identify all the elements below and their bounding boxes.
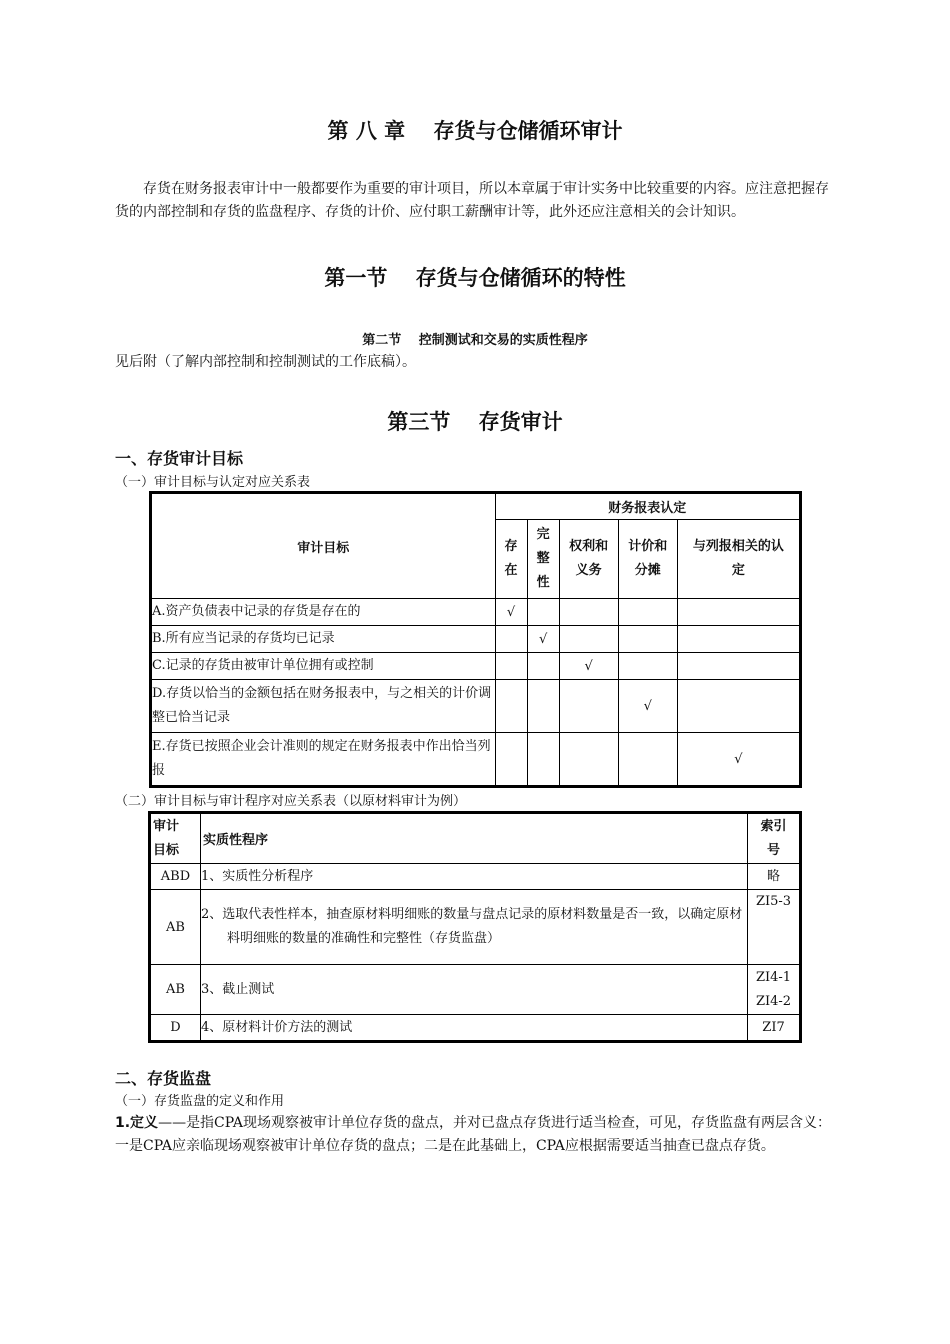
index-cell: ZI5-3 <box>748 890 800 965</box>
assertion-cell <box>677 626 799 653</box>
assertion-cell <box>618 599 677 626</box>
assertion-cell <box>677 680 799 733</box>
section1-title: 第一节 存货与仓储循环的特性 <box>324 266 626 290</box>
section3-title: 第三节 存货审计 <box>387 410 563 434</box>
table-row <box>151 864 800 890</box>
proc-cell: 2、选取代表性样本，抽查原材料明细账的数量与盘点记录的原材料数量是否一致，以确定原材料明细账的数量的准确性和完整性（存货监盘） <box>200 890 747 965</box>
assertion-cell <box>495 653 527 680</box>
assertion-header-1: 完 整 性 <box>527 520 559 599</box>
assertion-cell <box>559 626 618 653</box>
definition-block <box>115 1112 837 1158</box>
assertion-cell <box>677 599 799 626</box>
table-row <box>152 733 800 786</box>
section2-note: 见后附（了解内部控制和控制测试的工作底稿）。 <box>115 354 416 370</box>
proc-cell: 3、截止测试 <box>200 965 747 1015</box>
assertion-cell <box>559 733 618 786</box>
goal-cell: C.记录的存货由被审计单位拥有或控制 <box>152 653 496 680</box>
proc-cell: 4、原材料计价方法的测试 <box>200 1015 747 1041</box>
chapter-title: 第 八 章 存货与仓储循环审计 <box>327 119 623 143</box>
table-row <box>151 965 800 1015</box>
assertion-cell <box>618 626 677 653</box>
index-cell: ZI4-1 ZI4-2 <box>748 965 800 1015</box>
assertion-cell: √ <box>559 653 618 680</box>
goal-cell: E.存货已按照企业会计准则的规定在财务报表中作出恰当列报 <box>152 733 496 786</box>
section2-title: 第二节 控制测试和交易的实质性程序 <box>362 333 588 348</box>
t2-index-header: 索引 号 <box>748 814 800 864</box>
sub-heading-one: （一）审计目标与认定对应关系表 <box>115 475 311 490</box>
heading-one: 一、存货审计目标 <box>115 449 244 468</box>
assertion-cell: √ <box>495 599 527 626</box>
sub-heading-two: （二）审计目标与审计程序对应关系表（以原材料审计为例） <box>115 794 467 809</box>
goal-cell: B.所有应当记录的存货均已记录 <box>152 626 496 653</box>
assertion-cell <box>495 680 527 733</box>
assertion-cell <box>495 626 527 653</box>
assertion-header-0: 存 在 <box>495 520 527 599</box>
assertion-group-header: 财务报表认定 <box>495 494 799 520</box>
assertion-cell <box>559 680 618 733</box>
index-cell: ZI7 <box>748 1015 800 1041</box>
assertion-header-3: 计价和 分摊 <box>618 520 677 599</box>
assertion-cell <box>527 653 559 680</box>
t2-proc-header: 实质性程序 <box>200 814 747 864</box>
sub-heading-three: （一）存货监盘的定义和作用 <box>115 1094 285 1109</box>
assertion-header-4: 与列报相关的认 定 <box>677 520 799 599</box>
definition-text: ——是指CPA现场观察被审计单位存货的盘点，并对已盘点存货进行适当检查，可见，存货监盘有两层含义：一是CPA应亲临现场观察被审计单位存货的盘点；二是在此基础上，CPA应根据需要适当抽查已盘点存货。 <box>115 1115 832 1154</box>
assertion-cell <box>527 599 559 626</box>
proc-cell: 1、实质性分析程序 <box>200 864 747 890</box>
table-row <box>151 1015 800 1041</box>
heading-two: 二、存货监盘 <box>115 1069 212 1088</box>
intro-paragraph: 存货在财务报表审计中一般都要作为重要的审计项目，所以本章属于审计实务中比较重要的内容。应注意把握存货的内部控制和存货的监盘程序、存货的计价、应付职工薪酬审计等，此外还应注意相关的会计知识。 <box>115 181 829 220</box>
table-row <box>152 653 800 680</box>
goal-cell: A.资产负债表中记录的存货是存在的 <box>152 599 496 626</box>
assertion-cell: √ <box>527 626 559 653</box>
table-row <box>151 890 800 965</box>
proc-goal-cell: AB <box>151 890 201 965</box>
assertion-cell: √ <box>677 733 799 786</box>
table-row <box>152 599 800 626</box>
assertion-cell <box>618 733 677 786</box>
index-cell: 略 <box>748 864 800 890</box>
proc-goal-cell: AB <box>151 965 201 1015</box>
table-row <box>152 626 800 653</box>
proc-goal-cell: D <box>151 1015 201 1041</box>
goal-header: 审计目标 <box>152 494 496 599</box>
assertion-table <box>151 493 800 786</box>
table-row <box>152 680 800 733</box>
definition-label: 1.定义 <box>115 1115 159 1131</box>
assertion-cell: √ <box>618 680 677 733</box>
assertion-cell <box>677 653 799 680</box>
t2-goal-header: 审计 目标 <box>151 814 201 864</box>
assertion-cell <box>559 599 618 626</box>
assertion-cell <box>495 733 527 786</box>
goal-cell: D.存货以恰当的金额包括在财务报表中，与之相关的计价调整已恰当记录 <box>152 680 496 733</box>
assertion-cell <box>527 680 559 733</box>
proc-goal-cell: ABD <box>151 864 201 890</box>
procedure-table <box>150 813 800 1041</box>
assertion-header-2: 权利和 义务 <box>559 520 618 599</box>
assertion-cell <box>618 653 677 680</box>
assertion-cell <box>527 733 559 786</box>
